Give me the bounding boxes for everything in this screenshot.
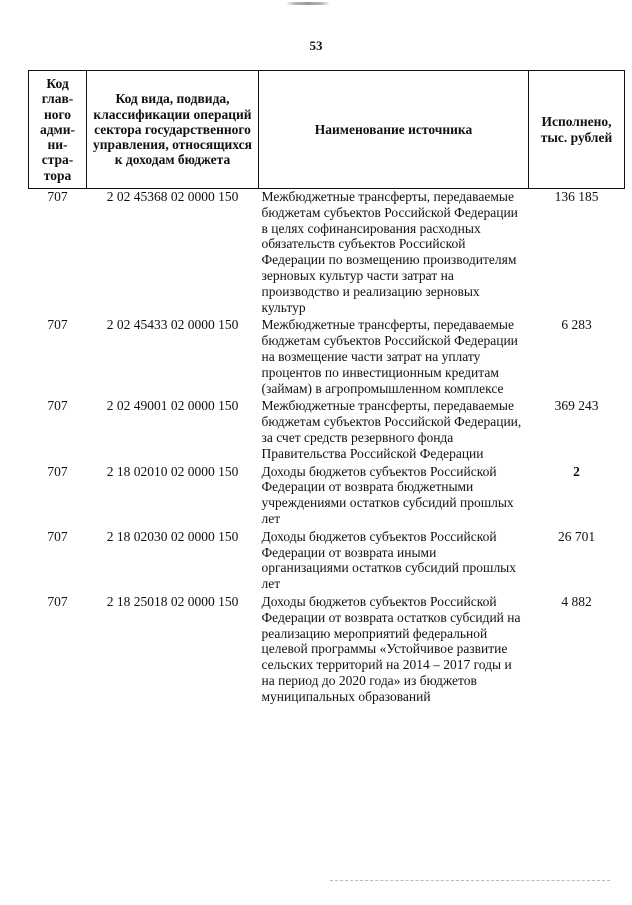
row-amount: 26 701 — [557, 528, 596, 544]
row-source-name: Доходы бюджетов субъектов Российской Федерации от возврата остатков субсидий на реализацию мероприятий федеральной целевой программы «Устойчивое развитие сельских территорий на 2014 – 2017 годы и на период до 2020 года» из бюджетов муниципальных образований — [261, 593, 521, 704]
table-row — [29, 398, 625, 463]
row-admin-code: 707 — [47, 317, 68, 333]
page-number: 53 — [309, 38, 323, 53]
row-income-code: 2 02 45433 02 0000 150 — [106, 317, 239, 333]
table-row — [29, 594, 625, 707]
row-source-name: Межбюджетные трансферты, передаваемые бюджетам субъектов Российской Федерации на возмещение части затрат на уплату процентов по инвестиционным кредитам (займам) в агропромышленном комплексе — [261, 317, 518, 396]
table-row — [29, 317, 625, 398]
header-source-name: Наименование источника — [259, 71, 529, 189]
row-amount: 369 243 — [554, 398, 599, 414]
header-income-code: Код вида, подвида, классификации операций сектора государственного управления, относящихся к доходам бюджета — [87, 71, 259, 189]
table-row — [29, 189, 625, 318]
table-row — [29, 464, 625, 529]
row-source-name: Доходы бюджетов субъектов Российской Федерации от возврата бюджетными учреждениями остатков субсидий прошлых лет — [261, 463, 514, 526]
row-admin-code: 707 — [47, 528, 68, 544]
row-amount: 6 283 — [561, 317, 592, 333]
row-admin-code: 707 — [47, 593, 68, 609]
row-source-name: Доходы бюджетов субъектов Российской Федерации от возврата иными организациями остатков субсидий прошлых лет — [261, 528, 517, 592]
row-admin-code: 707 — [47, 398, 68, 414]
row-income-code: 2 18 25018 02 0000 150 — [106, 593, 239, 609]
header-admin-code: Код глав-ного адми-ни-стра-тора — [29, 71, 87, 189]
scan-artifact — [286, 2, 330, 5]
row-amount: 2 — [573, 463, 580, 479]
table-header-row — [29, 71, 625, 189]
row-admin-code: 707 — [47, 463, 68, 479]
table-row — [29, 529, 625, 594]
row-income-code: 2 18 02010 02 0000 150 — [106, 463, 239, 479]
row-amount: 4 882 — [561, 593, 592, 609]
row-source-name: Межбюджетные трансферты, передаваемые бюджетам субъектов Российской Федерации, за счет средств резервного фонда Правительства Российской Федерации — [261, 398, 522, 461]
header-amount: Исполнено, тыс. рублей — [529, 71, 625, 189]
row-admin-code: 707 — [47, 189, 68, 204]
row-income-code: 2 02 45368 02 0000 150 — [106, 189, 239, 204]
row-income-code: 2 18 02030 02 0000 150 — [106, 528, 239, 544]
row-income-code: 2 02 49001 02 0000 150 — [106, 398, 239, 414]
row-source-name: Межбюджетные трансферты, передаваемые бюджетам субъектов Российской Федерации в целях софинансирования расходных обязательств субъектов Российской Федерации по возмещению производителям зерновых культур части затрат на производство и реализацию зерновых культур — [261, 189, 518, 315]
row-amount: 136 185 — [554, 189, 599, 204]
revenue-table — [28, 70, 625, 707]
scan-footer-artifact — [330, 880, 610, 882]
